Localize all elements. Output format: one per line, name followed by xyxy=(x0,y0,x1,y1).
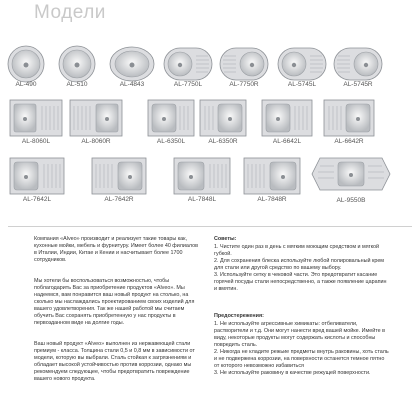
model-label: AL-7642L xyxy=(22,196,52,203)
model-label: AL-490 xyxy=(15,81,37,88)
material-paragraph: Ваш новый продукт «Alveo» выполнен из нержавеющей стали премиум - класса. Толщина стали 0,5 и 0,8 мм в зависимости от модели, которую вы выбрали. Сталь стойкая к загрязнениям и обладает высокой устойчивостью против коррозии, однако мы рекомендуем следующее, чтобы предотвратить повреждение вашего нового продукта. xyxy=(34,341,195,382)
model-label: AL-6642R xyxy=(334,138,364,145)
sink-rect-drainer-image xyxy=(90,156,148,196)
right-text-column xyxy=(214,236,390,384)
advice-heading: Советы: xyxy=(214,236,237,242)
model-label: AL-5745R xyxy=(343,81,373,88)
sink-rect-drainer-image xyxy=(8,156,66,196)
sink-rect-drainer-image xyxy=(198,98,248,138)
sink-model-al-7642l[interactable] xyxy=(8,156,66,208)
model-label: AL-7750L xyxy=(173,81,203,88)
model-label: AL-7848R xyxy=(257,196,287,203)
sink-rect-drainer-image xyxy=(260,98,314,138)
model-label: AL-7750R xyxy=(229,81,259,88)
model-label: AL-4843 xyxy=(119,81,145,88)
advice-item: 1. Чистите один раз в день с мягким моющим средством и мягкой губкой. xyxy=(214,244,380,257)
sink-model-al-7848r[interactable] xyxy=(242,156,302,208)
advice-item: 2. Для сохранения блеска используйте любой полировальный крем для стали или другой средство по вашему выбору. xyxy=(214,258,385,271)
model-label: AL-6642L xyxy=(272,138,302,145)
thanks-paragraph: Мы хотели бы воспользоваться возможностью, чтобы поблагодарить Вас за приобретение продуктов «Alveo». Мы надеемся, вам понравится ваш новый продукт на столько, на сколько мы наслаждались проектированием своих изделий для вашего удовлетворения. Так же нашей работой мы считаем обучить Вас сохранять приобретенную у нас продукты в первозданном виде на долгие годы. xyxy=(34,278,195,326)
sink-round-image xyxy=(57,44,97,84)
sink-model-al-6642r[interactable] xyxy=(322,98,376,150)
page-title: Модели xyxy=(34,2,106,23)
model-label: AL-6350L xyxy=(156,138,186,145)
sink-model-al-510[interactable] xyxy=(57,44,97,94)
sink-model-al-6350l[interactable] xyxy=(146,98,196,150)
sink-oval-drainer-image xyxy=(332,44,384,84)
sink-rect-drainer-image xyxy=(8,98,64,138)
sink-model-al-8060r[interactable] xyxy=(68,98,124,150)
sink-rect-drainer-image xyxy=(68,98,124,138)
model-label: AL-7848L xyxy=(187,196,217,203)
sink-rect-drainer-image xyxy=(146,98,196,138)
sink-model-al-7642r[interactable] xyxy=(90,156,148,208)
sink-model-al-8060l[interactable] xyxy=(8,98,64,150)
warning-item: 2. Никогда не кладите режьие предметы внутрь раковины, хоть сталь и не подвержена коррозии, на поверхности останется темное пятно от которого невозможно избавиться xyxy=(214,349,389,369)
model-label: AL-6350R xyxy=(208,138,238,145)
warning-item: 3. Не используйте раковину в качестве режущей поверхности. xyxy=(214,370,371,376)
sink-oval-drainer-image xyxy=(276,44,328,84)
sink-model-al-9550b[interactable] xyxy=(310,150,392,208)
sink-rect-drainer-image xyxy=(172,156,232,196)
model-label: AL-5745L xyxy=(287,81,317,88)
sink-model-al-7750r[interactable] xyxy=(218,44,270,94)
sink-rect-drainer-image xyxy=(242,156,302,196)
model-label: AL-7642R xyxy=(104,196,134,203)
advice-item: 3. Используйте сетку в чековой части. Это предотвратит касание горячей посуды стали непосредственно, а также появление царапин и вмятин. xyxy=(214,272,387,292)
company-intro-paragraph: Компания «Alveo» производит и реализует такие товары как, кухонные мойки, мебель и фурнитуру. Имеет более 40 филиалов в Италии, Индии, Китае и Кении и насчитывает более 1700 сотрудников. xyxy=(34,236,198,263)
warning-heading: Предостережения: xyxy=(214,313,264,319)
model-label: AL-8060R xyxy=(81,138,111,145)
sink-model-al-7848l[interactable] xyxy=(172,156,232,208)
sink-model-al-490[interactable] xyxy=(6,44,46,94)
sink-round-image xyxy=(6,44,46,84)
sink-model-al-6642l[interactable] xyxy=(260,98,314,150)
sink-model-al-6350r[interactable] xyxy=(198,98,248,150)
sink-oval-drainer-image xyxy=(162,44,214,84)
model-label: AL-8060L xyxy=(21,138,51,145)
sink-model-al-4843[interactable] xyxy=(108,44,156,94)
sink-oval-drainer-image xyxy=(218,44,270,84)
sink-model-al-7750l[interactable] xyxy=(162,44,214,94)
sink-oval-image xyxy=(108,44,156,84)
sink-corner-image xyxy=(310,150,392,198)
sink-rect-drainer-image xyxy=(322,98,376,138)
warning-item: 1. Не используйте агрессивные химикаты: отбеливатели, растворители и т.д. Они могут нанести вред вашей мойке. Имейте в виду, некоторые продукты могут содержать кислоты и способны повредить сталь. xyxy=(214,321,386,348)
model-label: AL-510 xyxy=(66,81,88,88)
section-divider xyxy=(8,226,412,227)
left-text-column xyxy=(34,236,202,390)
sink-model-al-5745r[interactable] xyxy=(332,44,384,94)
model-label: AL-9550B xyxy=(336,197,366,204)
sink-model-al-5745l[interactable] xyxy=(276,44,328,94)
